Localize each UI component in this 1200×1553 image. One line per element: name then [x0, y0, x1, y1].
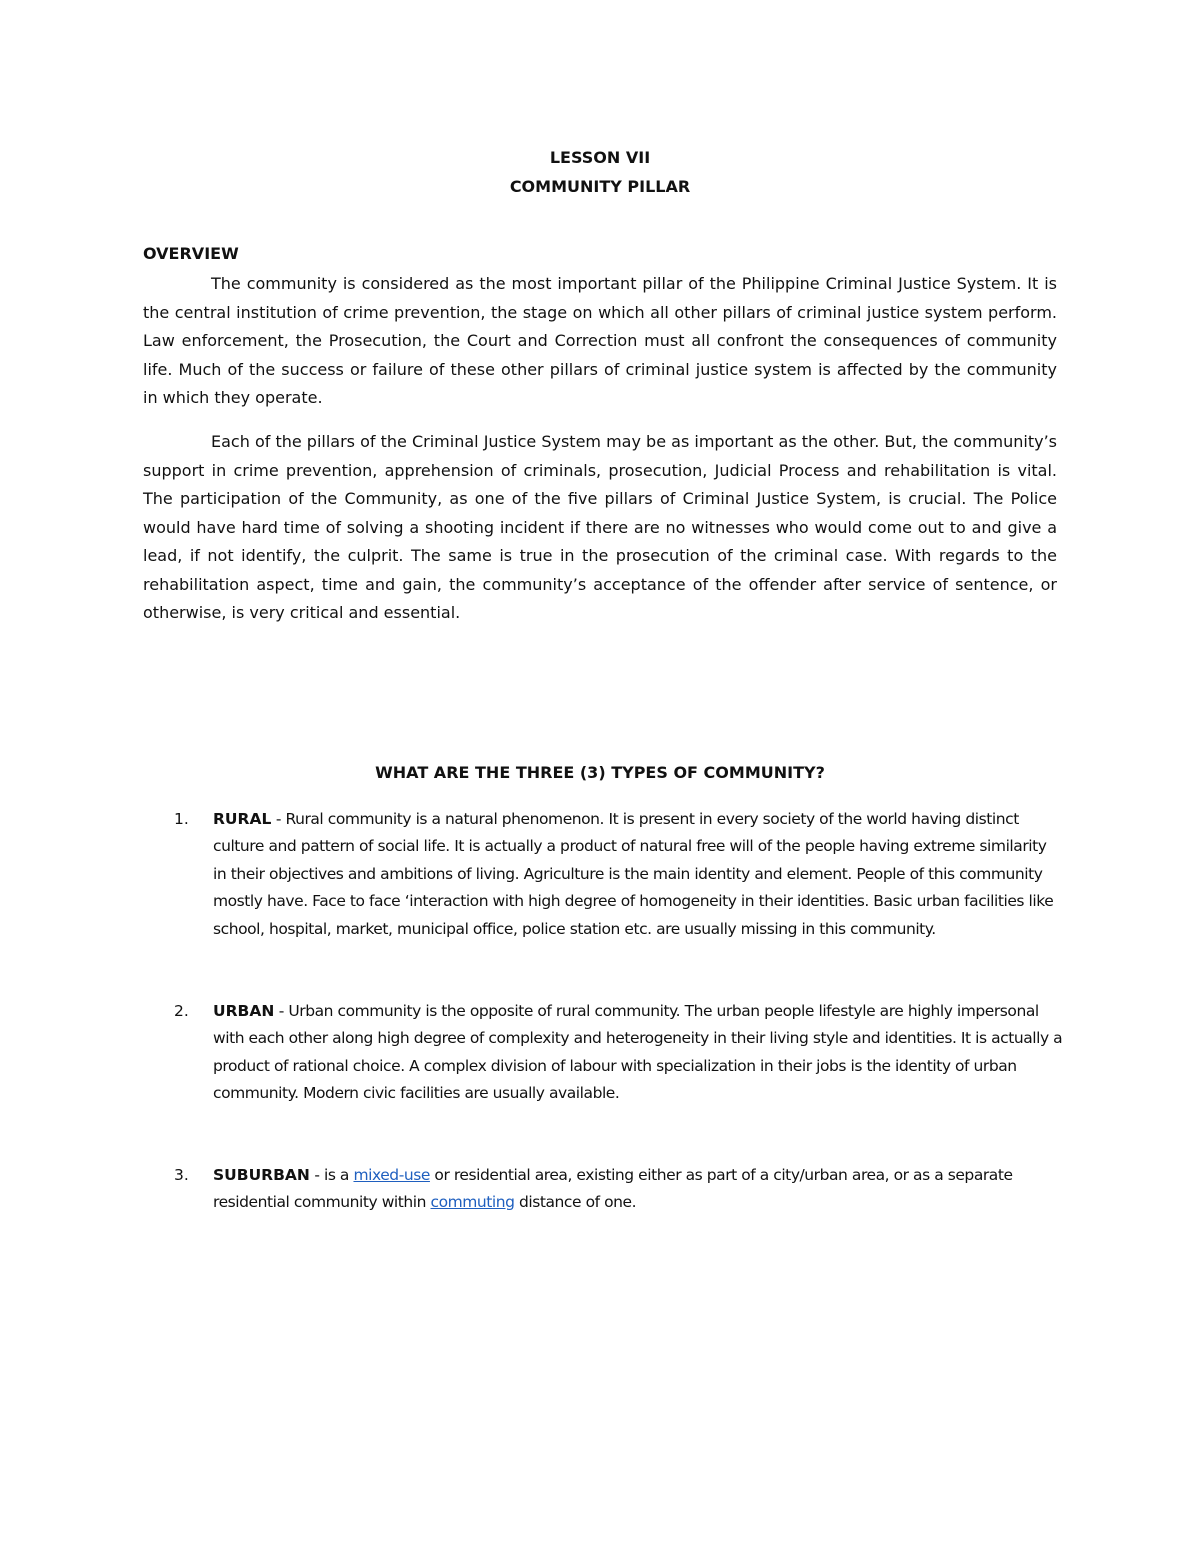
term-suburban: SUBURBAN	[213, 1166, 310, 1184]
list-number: 1.	[174, 810, 189, 828]
urban-description: - Urban community is the opposite of rural community. The urban people lifestyle are highly impersonal with each other along high degree of complexity and heterogeneity in their living style and identities. It is actually a product of rational choice. A complex division of labour with specialization in their jobs is the identity of urban community. Modern civic facilities are usually available.	[213, 1002, 1063, 1103]
list-item-body	[213, 806, 1063, 943]
suburban-text-2: or residential area, existing either as part of a city/urban area, or as a separate residential community within	[213, 1166, 1013, 1212]
rural-description: - Rural community is a natural phenomenon. It is present in every society of the world having distinct culture and pattern of social life. It is actually a product of natural free will of the people having extreme similarity in their objectives and ambitions of living. Agriculture is the main identity and element. People of this community mostly have. Face to face ‘interaction with high degree of homogeneity in their identities. Basic urban facilities like school, hospital, market, municipal office, police station etc. are usually missing in this community.	[213, 810, 1054, 938]
mixed-use-link[interactable]: mixed-use	[353, 1166, 430, 1184]
list-number: 2.	[174, 1002, 189, 1020]
list-number: 3.	[174, 1166, 189, 1184]
lesson-number: LESSON VII	[549, 148, 651, 167]
overview-heading: OVERVIEW	[143, 244, 239, 263]
overview-paragraph-2: Each of the pillars of the Criminal Justice System may be as important as the other. But, the community’s support in crime prevention, apprehension of criminals, prosecution, Judicial Process and rehabilitation is vital. The participation of the Community, as one of the five pillars of Criminal Justice System, is crucial. The Police would have hard time of solving a shooting incident if there are no witnesses who would come out to and give a lead, if not identify, the culprit. The same is true in the prosecution of the criminal case. With regards to the rehabilitation aspect, time and gain, the community’s acceptance of the offender after service of sentence, or otherwise, is very critical and essential.	[143, 432, 1057, 622]
list-item-body	[213, 1162, 1063, 1217]
suburban-text-1: - is a	[309, 1166, 354, 1184]
list-item-body	[213, 998, 1063, 1108]
term-urban: URBAN	[213, 1002, 275, 1020]
suburban-text-3: distance of one.	[514, 1193, 637, 1212]
types-heading: WHAT ARE THE THREE (3) TYPES OF COMMUNITY?	[375, 763, 825, 782]
term-rural: RURAL	[213, 810, 272, 828]
commuting-link[interactable]: commuting	[430, 1193, 515, 1212]
overview-paragraph-1: The community is considered as the most important pillar of the Philippine Criminal Justice System. It is the central institution of crime prevention, the stage on which all other pillars of criminal justice system perform. Law enforcement, the Prosecution, the Court and Correction must all confront the consequences of community life. Much of the success or failure of these other pillars of criminal justice system is affected by the community in which they operate.	[143, 274, 1057, 407]
lesson-title: COMMUNITY PILLAR	[509, 177, 691, 196]
lesson-title-block	[0, 143, 1200, 201]
